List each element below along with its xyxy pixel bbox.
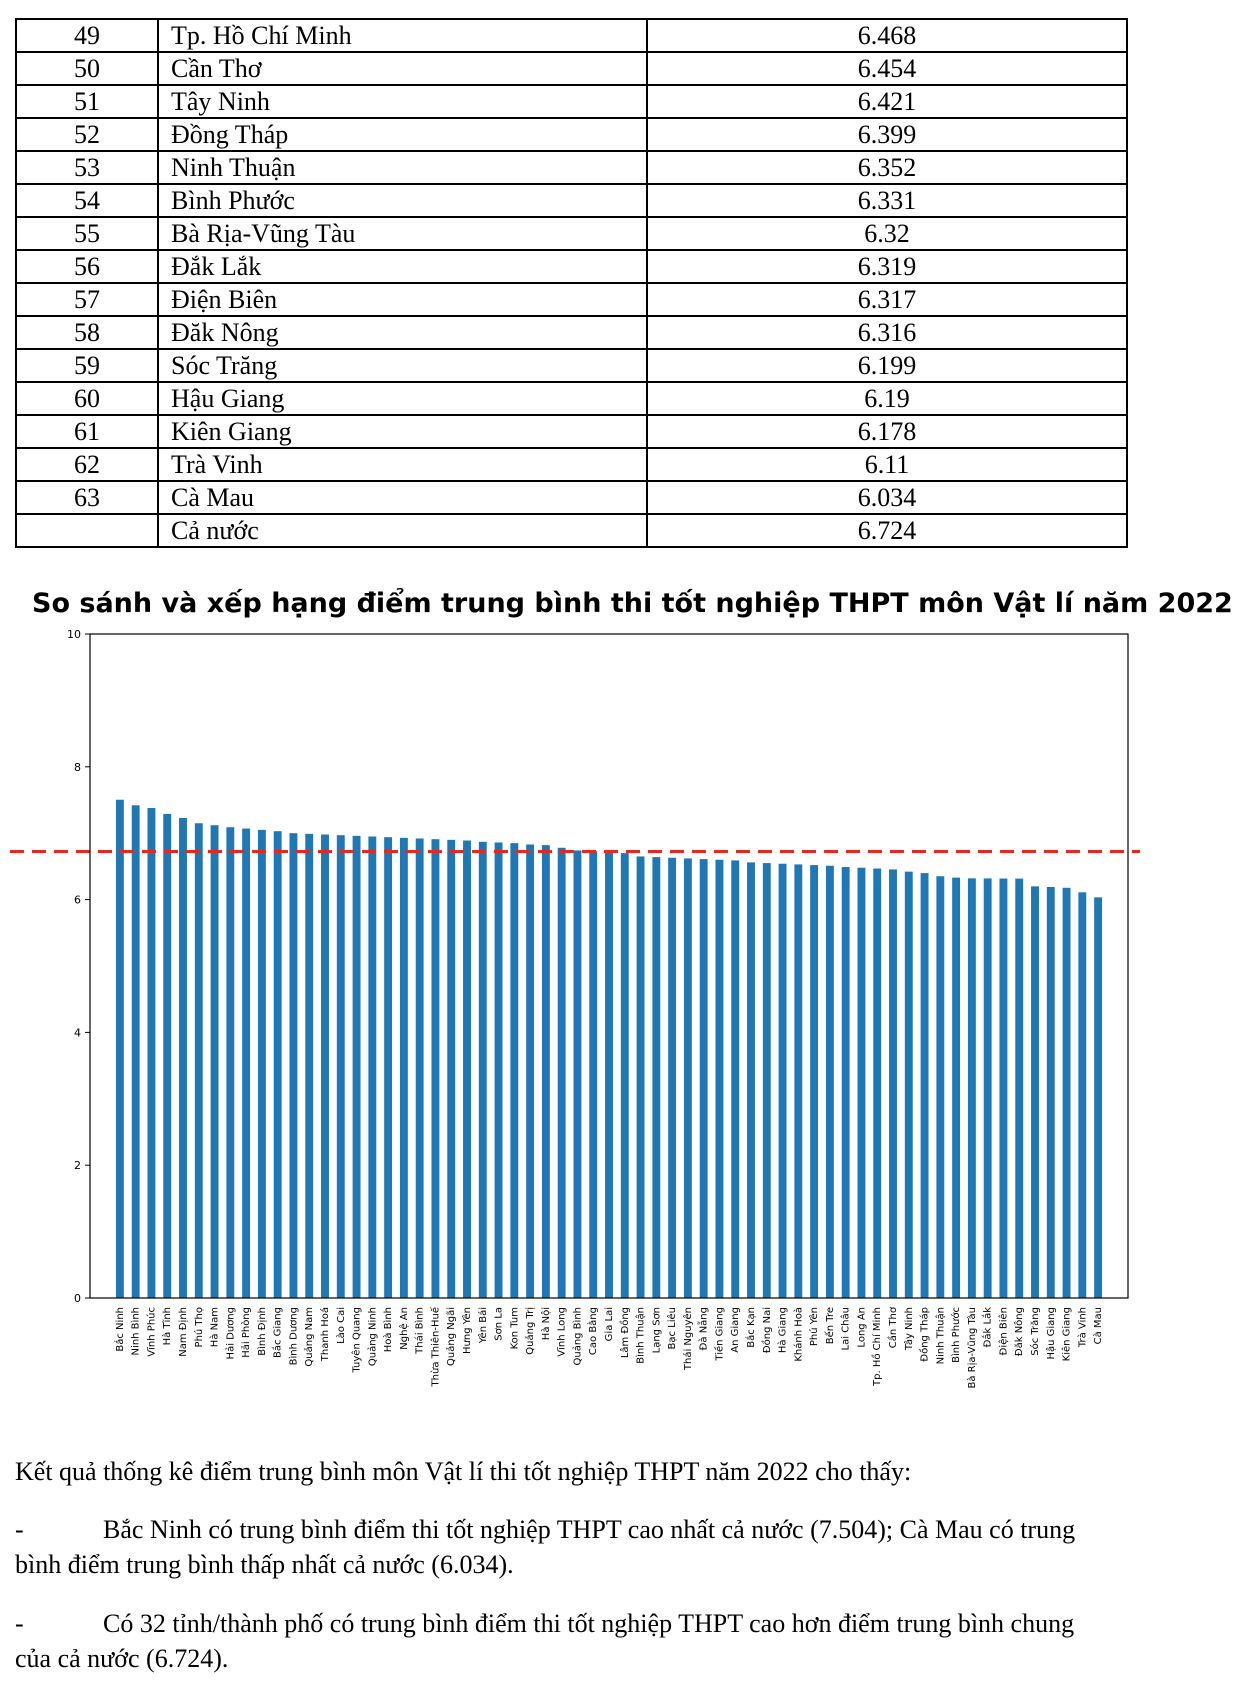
bar-40 [731,860,739,1298]
rank-cell: 52 [16,118,158,151]
score-cell: 6.317 [647,283,1127,316]
summary-intro: Kết quả thống kê điểm trung bình môn Vật lí thi tốt nghiệp THPT năm 2022 cho thấy: [15,1457,912,1486]
table-row [16,19,1127,52]
ranking-table [15,18,1128,548]
x-tick-label: Điện Biên [998,1307,1010,1356]
bar-27 [526,844,534,1298]
x-tick-label: Thái Bình [414,1307,426,1354]
province-cell: Đồng Tháp [158,118,647,151]
rank-cell: 59 [16,349,158,382]
score-cell: 6.319 [647,250,1127,283]
x-tick-label: Bắc Kạn [746,1307,757,1348]
x-tick-label: Tuyên Quang [351,1307,363,1373]
x-tick-label: Hưng Yên [462,1307,473,1354]
bar-50 [889,869,897,1298]
rank-cell: 56 [16,250,158,283]
x-tick-label: Lạng Sơn [651,1307,663,1354]
x-tick-label: Trà Vinh [1077,1307,1089,1348]
x-tick-label: Đà Nẵng [698,1307,710,1351]
x-tick-label: Tp. Hồ Chí Minh [872,1307,884,1386]
bar-49 [873,869,881,1298]
x-tick-label: Nam Định [178,1307,189,1357]
bar-39 [716,860,724,1298]
bar-18 [384,837,392,1298]
bar-4 [163,814,171,1298]
bullet-2-text: Có 32 tỉnh/thành phố có trung bình điểm thi tốt nghiệp THPT cao hơn điểm trung bình chung của cả nước (6.724). [15,1609,1075,1673]
bar-42 [763,863,771,1298]
score-cell: 6.199 [647,349,1127,382]
table-row [16,118,1127,151]
x-tick-label: Quảng Nam [304,1307,316,1367]
rank-cell: 58 [16,316,158,349]
x-tick-label: Cà Mau [1093,1307,1105,1345]
x-tick-label: Kiên Giang [1061,1307,1073,1362]
bar-34 [637,856,645,1298]
score-cell: 6.32 [647,217,1127,250]
rank-cell: 49 [16,19,158,52]
rank-cell: 53 [16,151,158,184]
table-row [16,283,1127,316]
table-row [16,184,1127,217]
x-tick-label: Thái Nguyên [682,1307,694,1371]
y-tick-label: 6 [74,893,81,907]
x-tick-label: Hải Phòng [241,1307,253,1358]
table-row [16,481,1127,514]
bar-6 [195,823,203,1298]
bar-16 [353,836,361,1298]
bar-3 [148,808,156,1298]
x-tick-label: Lâm Đồng [619,1307,631,1359]
bar-51 [905,872,913,1298]
bar-11 [274,831,282,1298]
rank-cell: 62 [16,448,158,481]
score-cell: 6.399 [647,118,1127,151]
table-row [16,85,1127,118]
bar-chart [0,628,1200,1389]
x-tick-label: Kon Tum [509,1307,521,1350]
x-tick-label: Lai Châu [840,1307,852,1351]
x-tick-label: Hà Nội [540,1307,552,1341]
province-cell: Tp. Hồ Chí Minh [158,19,647,52]
x-tick-label: Quảng Trị [525,1307,537,1355]
bar-62 [1078,892,1086,1298]
table-row [16,250,1127,283]
x-tick-label: Long An [856,1307,868,1348]
bar-46 [826,866,834,1298]
province-cell: Điện Biên [158,283,647,316]
rank-cell: 63 [16,481,158,514]
province-cell: Đắk Lắk [158,250,647,283]
x-tick-label: Tiền Giang [714,1307,726,1361]
bullet-marker: - [15,1609,24,1638]
bar-22 [447,840,455,1298]
rank-cell: 57 [16,283,158,316]
bar-5 [179,818,187,1298]
province-cell: Cần Thơ [158,52,647,85]
x-tick-label: Vĩnh Phúc [146,1307,158,1357]
x-tick-label: Bắc Ninh [114,1307,126,1352]
province-cell: Ninh Thuận [158,151,647,184]
bar-20 [416,839,424,1298]
bar-24 [479,842,487,1298]
x-tick-label: Hà Nam [209,1307,221,1348]
score-cell: 6.724 [647,514,1127,547]
province-cell: Cà Mau [158,481,647,514]
x-tick-label: Ninh Bình [130,1307,142,1356]
x-tick-label: Cần Thơ [888,1307,899,1349]
bar-23 [463,841,471,1298]
x-tick-label: Đồng Nai [761,1307,773,1354]
x-tick-label: Bến Tre [824,1307,836,1345]
x-tick-label: Hoà Bình [383,1307,395,1353]
bar-43 [779,864,787,1298]
x-tick-label: Sơn La [493,1307,505,1341]
bar-32 [605,852,613,1298]
x-tick-label: Thừa Thiên-Huế [430,1307,442,1387]
x-tick-label: Quảng Ninh [367,1307,379,1367]
bar-8 [226,827,234,1298]
summary-bullet-1 [15,1512,1105,1582]
bar-41 [747,862,755,1298]
x-tick-label: Bình Phước [951,1307,963,1363]
table-row [16,448,1127,481]
bar-1 [116,800,124,1298]
bar-21 [432,839,440,1298]
y-tick-label: 10 [67,628,81,641]
x-tick-label: Ninh Thuận [935,1307,947,1365]
bar-48 [858,868,866,1298]
x-tick-label: An Giang [730,1307,742,1353]
x-tick-label: Lào Cai [335,1307,347,1344]
bar-53 [936,876,944,1298]
y-tick-label: 0 [74,1292,81,1305]
x-tick-label: Hà Tĩnh [162,1307,174,1346]
bar-59 [1031,886,1039,1298]
summary-bullet-2 [15,1606,1105,1676]
rank-cell: 61 [16,415,158,448]
x-tick-label: Vĩnh Long [556,1307,568,1357]
bar-61 [1063,888,1071,1298]
bar-60 [1047,887,1055,1298]
rank-cell: 50 [16,52,158,85]
province-cell: Trà Vinh [158,448,647,481]
x-tick-label: Cao Bằng [588,1307,600,1356]
x-tick-label: Khánh Hoà [793,1307,805,1362]
x-tick-label: Gia Lai [604,1307,615,1342]
y-tick-label: 4 [74,1026,81,1040]
score-cell: 6.19 [647,382,1127,415]
table-row [16,514,1127,547]
bar-10 [258,830,266,1298]
x-tick-label: Phú Yên [809,1307,821,1347]
rank-cell: 55 [16,217,158,250]
x-tick-label: Phú Thọ [193,1307,205,1348]
bar-12 [290,833,298,1298]
province-cell: Đăk Nông [158,316,647,349]
x-tick-label: Bà Rịa-Vũng Tàu [966,1307,978,1389]
x-tick-label: Hải Dương [225,1307,237,1360]
bar-30 [574,850,582,1298]
score-cell: 6.468 [647,19,1127,52]
bar-36 [668,858,676,1298]
x-tick-label: Đăk Nông [1014,1307,1026,1357]
bar-56 [984,878,992,1298]
table-row [16,151,1127,184]
bar-55 [968,878,976,1298]
bar-63 [1094,897,1102,1298]
bar-35 [652,857,660,1298]
score-cell: 6.421 [647,85,1127,118]
bar-52 [921,873,929,1298]
score-cell: 6.454 [647,52,1127,85]
x-tick-label: Nghệ An [398,1307,410,1350]
province-cell: Kiên Giang [158,415,647,448]
bar-2 [132,805,140,1298]
x-tick-label: Bạc Liêu [667,1307,679,1350]
x-tick-label: Bình Dương [288,1307,300,1366]
bar-25 [495,842,503,1298]
bullet-marker: - [15,1515,24,1544]
bar-26 [510,843,518,1298]
province-cell: Sóc Trăng [158,349,647,382]
score-cell: 6.178 [647,415,1127,448]
bar-58 [1015,879,1023,1298]
x-tick-label: Bình Thuận [635,1307,647,1364]
bar-44 [794,864,802,1298]
bar-57 [1000,879,1008,1298]
bullet-1-text: Bắc Ninh có trung bình điểm thi tốt nghiệp THPT cao nhất cả nước (7.504); Cà Mau có trung bình điểm trung bình thấp nhất cả nước (6.034). [15,1515,1076,1579]
x-tick-label: Hậu Giang [1045,1307,1057,1360]
bar-54 [952,878,960,1298]
bar-28 [542,845,550,1298]
score-cell: 6.316 [647,316,1127,349]
rank-cell: 51 [16,85,158,118]
bar-47 [842,867,850,1298]
bar-7 [211,825,219,1298]
rank-cell [16,514,158,547]
score-cell: 6.11 [647,448,1127,481]
rank-cell: 60 [16,382,158,415]
x-tick-label: Thanh Hoá [320,1307,331,1362]
x-tick-label: Yên Bái [477,1307,489,1344]
bar-29 [558,848,566,1298]
score-cell: 6.331 [647,184,1127,217]
table-row [16,217,1127,250]
bar-19 [400,838,408,1298]
rank-cell: 54 [16,184,158,217]
score-cell: 6.352 [647,151,1127,184]
bar-13 [305,834,313,1298]
chart-title: So sánh và xếp hạng điểm trung bình thi tốt nghiệp THPT môn Vật lí năm 2022 [32,588,1233,619]
y-tick-label: 2 [74,1159,81,1173]
table-row [16,415,1127,448]
x-tick-label: Đồng Tháp [919,1307,931,1362]
x-tick-label: Bắc Giang [272,1307,284,1359]
ranking-table-body [16,19,1127,547]
bar-14 [321,835,329,1298]
bar-31 [589,851,597,1298]
table-row [16,349,1127,382]
bar-45 [810,865,818,1298]
table-row [16,316,1127,349]
x-tick-label: Tây Ninh [903,1307,915,1351]
bar-15 [337,835,345,1298]
x-tick-label: Quảng Ngãi [446,1307,458,1366]
bar-38 [700,859,708,1298]
province-cell: Bà Rịa-Vũng Tàu [158,217,647,250]
score-cell: 6.034 [647,481,1127,514]
bar-9 [242,829,250,1298]
x-tick-label: Bình Định [256,1307,268,1356]
x-tick-label: Quảng Bình [572,1307,584,1366]
x-tick-label: Sóc Trăng [1030,1307,1041,1356]
province-cell: Tây Ninh [158,85,647,118]
province-cell: Bình Phước [158,184,647,217]
bar-17 [368,837,376,1298]
bar-33 [621,853,629,1298]
y-tick-label: 8 [74,760,81,774]
province-cell: Cả nước [158,514,647,547]
province-cell: Hậu Giang [158,382,647,415]
table-row [16,382,1127,415]
x-tick-label: Đắk Lắk [982,1307,994,1348]
x-tick-label: Hà Giang [777,1307,789,1354]
bar-37 [684,858,692,1298]
table-row [16,52,1127,85]
